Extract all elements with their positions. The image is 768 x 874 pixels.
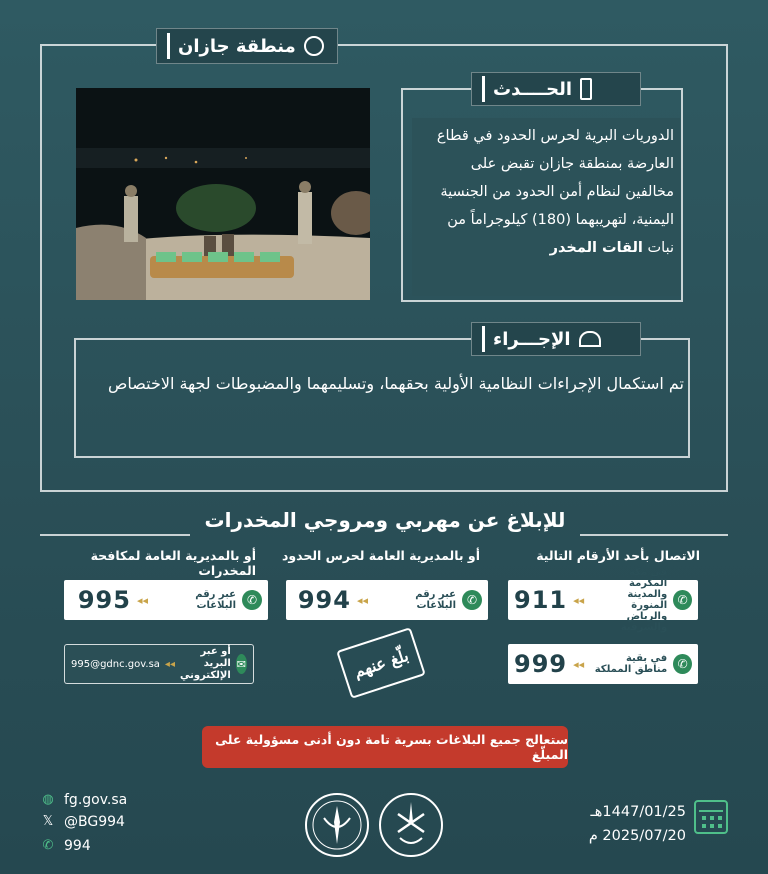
tag-divider [167,33,170,59]
radio-icon [580,78,592,100]
email-desc: أو عبر البريد الإلكتروني [179,646,231,681]
action-title: الإجـــراء [493,328,571,350]
globe-icon: ◍ [42,792,54,807]
number-value: 911 [514,586,568,614]
number-card-995[interactable] [64,580,268,620]
number-desc: عبر رقم البلاغات [415,589,456,611]
number-desc: في بقية مناطق المملكة [594,653,668,675]
siren-icon [579,331,601,347]
drug-control-emblem [304,792,370,858]
arrow-icon: ◂◂ [356,593,368,607]
event-photo [76,88,370,300]
report-stamp: بلّغ عنهم [336,627,426,699]
event-text: الدوريات البرية لحرس الحدود في قطاع العارضة بمنطقة جازان تقبض على مخالفين لنظام أمن الحدود من الجنسية اليمنية، لتهريبهما (180) كيلوجراماً من نبات [436,128,674,256]
twitter-text: @BG994 [64,814,125,830]
number-desc: في مكة المكرمة والمدينة المنورة والرياض والشرقية [620,567,668,633]
column-heading-3: أو بالمديرية العامة لمكافحة المخدرات [90,548,256,578]
phone-icon: ✆ [242,590,262,610]
column-heading-1: الاتصال بأحد الأرقام التالية [536,548,700,563]
date-hijri: 1447/01/25هـ [590,804,686,820]
phone-icon: ✆ [673,590,692,610]
email-address[interactable]: 995@gdnc.gov.sa [71,658,160,670]
confidential-notice: ستعالج جميع البلاغات بسرية تامة دون أدنى مسؤولية على المبلّغ [202,726,568,768]
email-card[interactable] [64,644,254,684]
number-value: 999 [514,650,568,678]
tag-divider [482,326,485,352]
number-card-999[interactable] [508,644,698,684]
region-tag [156,28,338,64]
date-gregorian: 2025/07/20 م [588,828,686,844]
dates [566,800,686,848]
mail-icon: ✉ [236,654,247,674]
border-guard-emblem [378,792,444,858]
arrow-icon: ◂◂ [136,593,148,607]
number-desc: عبر رقم البلاغات [195,589,236,611]
calendar-icon [694,800,728,834]
website-link[interactable] [40,792,127,808]
report-line-left [40,534,190,536]
tag-divider [482,76,485,102]
arrow-icon: ◂◂ [573,593,585,607]
number-value: 995 [77,586,131,614]
phone-text: 994 [64,838,91,854]
column-heading-2: أو بالمديرية العامة لحرس الحدود [281,548,480,563]
event-highlight: القات المخدر [549,240,643,256]
phone-icon: ✆ [42,838,54,853]
number-card-994[interactable] [286,580,488,620]
website-text: fg.gov.sa [64,792,128,808]
action-description: تم استكمال الإجراءات النظامية الأولية بحقهما، وتسليمهما والمضبوطات لجهة الاختصاص [108,374,684,393]
search-map-icon [304,36,324,56]
event-description [412,118,680,296]
phone-link[interactable] [40,838,91,854]
phone-icon: ✆ [462,590,482,610]
number-card-911[interactable] [508,567,698,633]
report-title: للإبلاغ عن مهربي ومروجي المخدرات [204,508,566,532]
night-seizure-image [76,88,370,300]
report-line-right [580,534,728,536]
region-title: منطقة جازان [178,35,296,57]
arrow-icon: ◂◂ [573,657,585,671]
event-title: الحــــدث [493,78,572,100]
arrow-icon: ◂◂ [164,658,175,670]
twitter-link[interactable] [40,814,125,830]
event-tag [471,72,641,106]
x-icon: 𝕏 [42,814,54,829]
number-value: 994 [297,586,351,614]
action-tag [471,322,641,356]
phone-icon: ✆ [673,654,692,674]
